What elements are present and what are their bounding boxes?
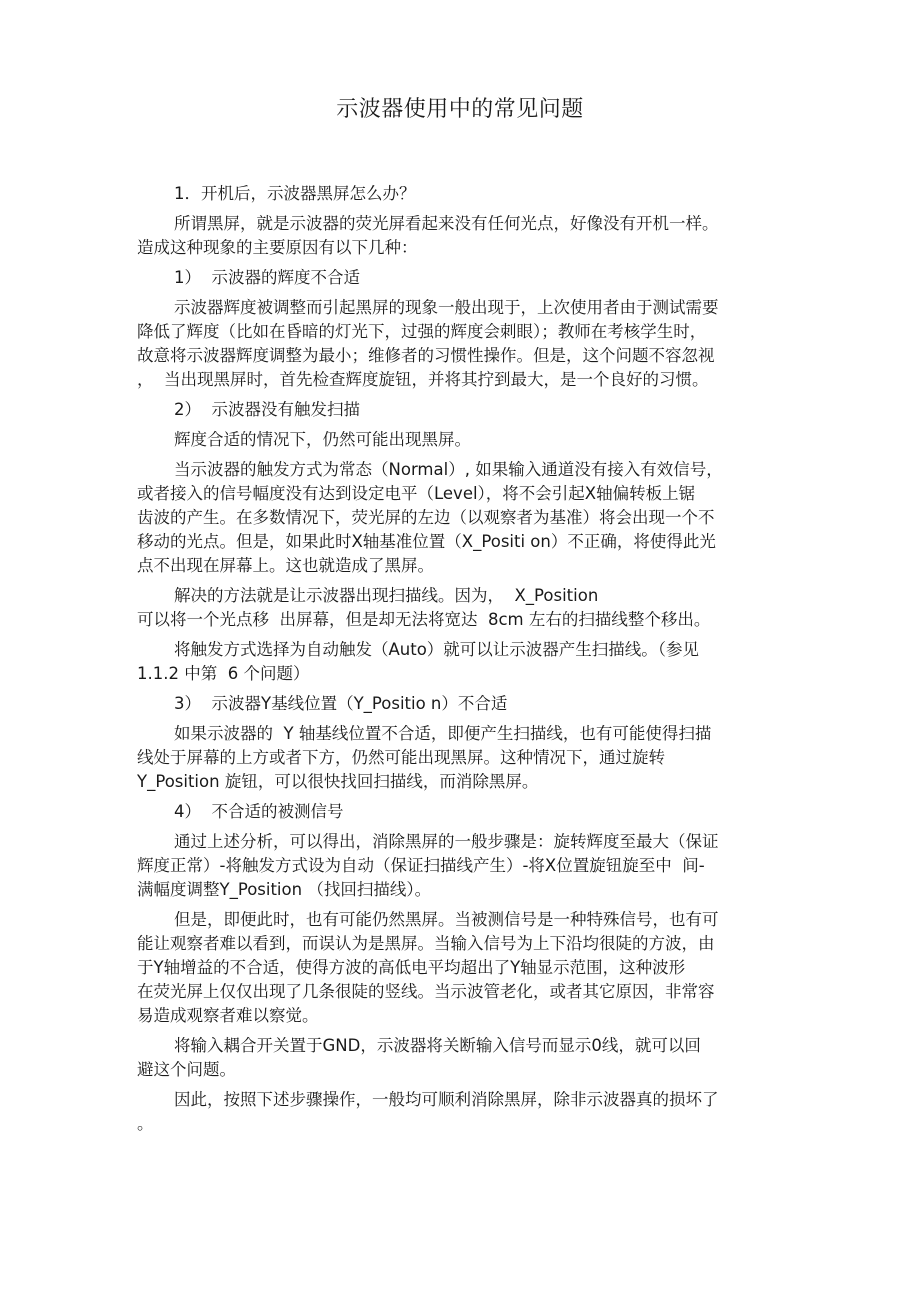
- text-line: 造成这种现象的主要原因有以下几种：: [137, 238, 418, 257]
- text-line: 在荧光屏上仅仅出现了几条很陡的竖线。当示波管老化，或者其它原因，非常容: [137, 982, 715, 1001]
- text-line: 当示波器的触发方式为常态（Normal）, 如果输入通道没有接入有效信号，: [174, 460, 723, 479]
- text-line: 能让观察者难以看到，而误认为是黑屏。当输入信号为上下沿均很陡的方波，由: [137, 934, 715, 953]
- text-line: 但是，即便此时，也有可能仍然黑屏。当被测信号是一种特殊信号，也有可: [174, 910, 719, 929]
- text-line: 将触发方式选择为自动触发（Auto）就可以让示波器产生扫描线。（参见: [174, 640, 700, 659]
- text-line: 辉度正常）-将触发方式设为自动（保证扫描线产生）-将X位置旋钮旋至中 间-: [137, 856, 705, 875]
- text-line: 所谓黑屏，就是示波器的荧光屏看起来没有任何光点，好像没有开机一样。: [174, 214, 719, 233]
- text-line: 满幅度调整Y_Position （找回扫描线）。: [137, 880, 432, 899]
- text-line: 1） 示波器的辉度不合适: [174, 268, 360, 287]
- text-line: 1．开机后，示波器黑屏怎么办？: [174, 184, 416, 203]
- text-line: 线处于屏幕的上方或者下方，仍然可能出现黑屏。这种情况下，通过旋转: [137, 748, 665, 767]
- text-line: 示波器辉度被调整而引起黑屏的现象一般出现于，上次使用者由于测试需要: [174, 298, 719, 317]
- text-line: 移动的光点。但是，如果此时X轴基准位置（X_Positi on）不正确，将使得此光: [137, 532, 716, 551]
- text-line: 因此，按照下述步骤操作，一般均可顺利消除黑屏，除非示波器真的损坏了: [174, 1090, 719, 1109]
- text-line: 点不出现在屏幕上。这也就造成了黑屏。: [137, 556, 434, 575]
- text-line: 故意将示波器辉度调整为最小；维修者的习惯性操作。但是，这个问题不容忽视: [137, 346, 715, 365]
- text-line: 将输入耦合开关置于GND，示波器将关断输入信号而显示0线，就可以回: [174, 1036, 701, 1055]
- text-line: 于Y轴增益的不合适，使得方波的高低电平均超出了Y轴显示范围，这种波形: [137, 958, 686, 977]
- text-line: 4） 不合适的被测信号: [174, 802, 344, 821]
- text-line: 或者接入的信号幅度没有达到设定电平（Level），将不会引起X轴偏转板上锯: [137, 484, 696, 503]
- text-line: ， 当出现黑屏时，首先检查辉度旋钮，并将其拧到最大，是一个良好的习惯。: [137, 370, 709, 389]
- text-line: 。: [137, 1114, 154, 1133]
- text-line: 如果示波器的 Y 轴基线位置不合适，即便产生扫描线，也有可能使得扫描: [174, 724, 712, 743]
- text-line: 1.1.2 中第 6 个问题）: [137, 664, 310, 683]
- text-line: 齿波的产生。在多数情况下，荧光屏的左边（以观察者为基准）将会出现一个不: [137, 508, 715, 527]
- text-line: 2） 示波器没有触发扫描: [174, 400, 360, 419]
- text-line: Y_Position 旋钮，可以很快找回扫描线，而消除黑屏。: [137, 772, 539, 791]
- text-line: 解决的方法就是让示波器出现扫描线。因为， X_Position: [174, 586, 599, 605]
- text-line: 易造成观察者难以察觉。: [137, 1006, 319, 1025]
- document-body: [137, 182, 789, 1136]
- text-line: 辉度合适的情况下，仍然可能出现黑屏。: [174, 430, 471, 449]
- text-line: 可以将一个光点移 出屏幕，但是却无法将宽达 8cm 左右的扫描线整个移出。: [137, 610, 711, 629]
- text-line: 避这个问题。: [137, 1060, 236, 1079]
- text-line: 降低了辉度（比如在昏暗的灯光下，过强的辉度会刺眼）；教师在考核学生时，: [137, 322, 707, 341]
- text-line: 通过上述分析，可以得出，消除黑屏的一般步骤是：旋转辉度至最大（保证: [174, 832, 719, 851]
- document-title: 示波器使用中的常见问题: [336, 97, 584, 122]
- text-line: 3） 示波器Y基线位置（Y_Positio n）不合适: [174, 694, 508, 713]
